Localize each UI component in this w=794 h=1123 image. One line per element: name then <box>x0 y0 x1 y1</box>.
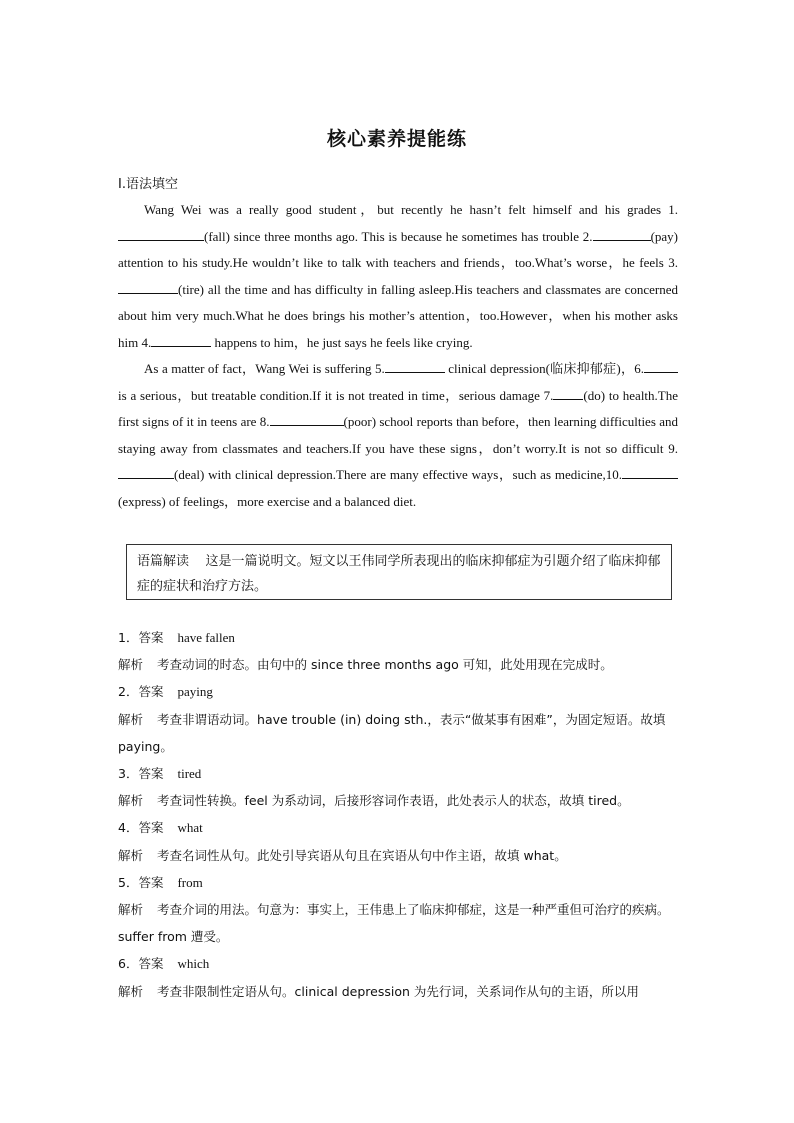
analysis-row-4: 解析 考查名词性从句。此处引导宾语从句且在宾语从句中作主语，故填 what。 <box>118 847 567 863</box>
blank-9 <box>118 464 174 479</box>
blank-6 <box>644 358 678 373</box>
blank-4 <box>151 332 211 347</box>
analysis-row-1: 解析 考查动词的时态。由句中的 since three months ago 可知，此处用现在完成时。 <box>118 657 613 673</box>
answer-row-3: 3．答案 tired <box>118 766 202 782</box>
analysis-row-2: 解析 考查非谓语动词。have trouble (in) doing sth.，表示“做某事有困难”，为固定短语。故填 paying。 <box>118 711 666 754</box>
blank-5 <box>385 358 445 373</box>
answer-row-6: 6．答案 which <box>118 956 210 972</box>
section-heading: Ⅰ.语法填空 <box>118 177 178 192</box>
blank-1 <box>118 226 204 241</box>
analysis-row-6: 解析 考查非限制性定语从句。clinical depression 为先行词，关系词作从句的主语，所以用 <box>118 983 639 999</box>
blank-10 <box>622 464 678 479</box>
box-text: 这是一篇说明文。短文以王伟同学所表现出的临床抑郁症为引题介绍了临床抑郁症的症状和治疗方法。 <box>137 554 661 594</box>
blank-8 <box>270 411 344 426</box>
analysis-row-5: 解析 考查介词的用法。句意为：事实上，王伟患上了临床抑郁症，这是一种严重但可治疗的疾病。suffer from 遭受。 <box>118 902 670 945</box>
blank-2 <box>593 226 651 241</box>
passage-paragraph-2: As a matter of fact，Wang Wei is suffering 5. clinical depression(临床抑郁症)，6. is a serious，but treatable condition.If it is not treated in time，serious damage 7. (do) to health.The first signs of it in teens are 8. (poor) school reports than before，then learning difficulties and staying away from classmates and teachers.If you have these signs，don’t worry.It is not so difficult 9.(deal) with clinical depression.There are many effective ways，such as medicine,10.(express) of feelings，more exercise and a balanced diet. <box>118 356 678 515</box>
text-interpretation-box <box>126 544 672 600</box>
page-title: 核心素养提能练 <box>326 128 467 150</box>
blank-3 <box>118 279 178 294</box>
passage-paragraph-1: Wang Wei was a really good student，but recently he hasn’t felt himself and his grades 1.(fall) since three months ago. This is because he sometimes has trouble 2. (pay) attention to his study.He wouldn’t like to talk with teachers and friends，too.What’s worse，he feels 3.(tire) all the time and has difficulty in falling asleep.His teachers and classmates are concerned about him very much.What he does brings his mother’s attention，too.However，when his mother asks him 4. happens to him，he just says he feels like crying. <box>118 202 678 350</box>
answer-row-1: 1．答案 have fallen <box>118 630 235 645</box>
answer-row-4: 4．答案 what <box>118 820 203 836</box>
answer-row-2: 2．答案 paying <box>118 684 213 700</box>
blank-7 <box>553 385 583 400</box>
passage <box>118 197 678 515</box>
answer-section <box>118 624 678 1005</box>
analysis-row-3: 解析 考查词性转换。feel 为系动词，后接形容词作表语，此处表示人的状态，故填 tired。 <box>118 793 630 809</box>
answer-row-5: 5．答案 from <box>118 874 203 890</box>
box-label: 语篇解读 <box>137 554 190 569</box>
